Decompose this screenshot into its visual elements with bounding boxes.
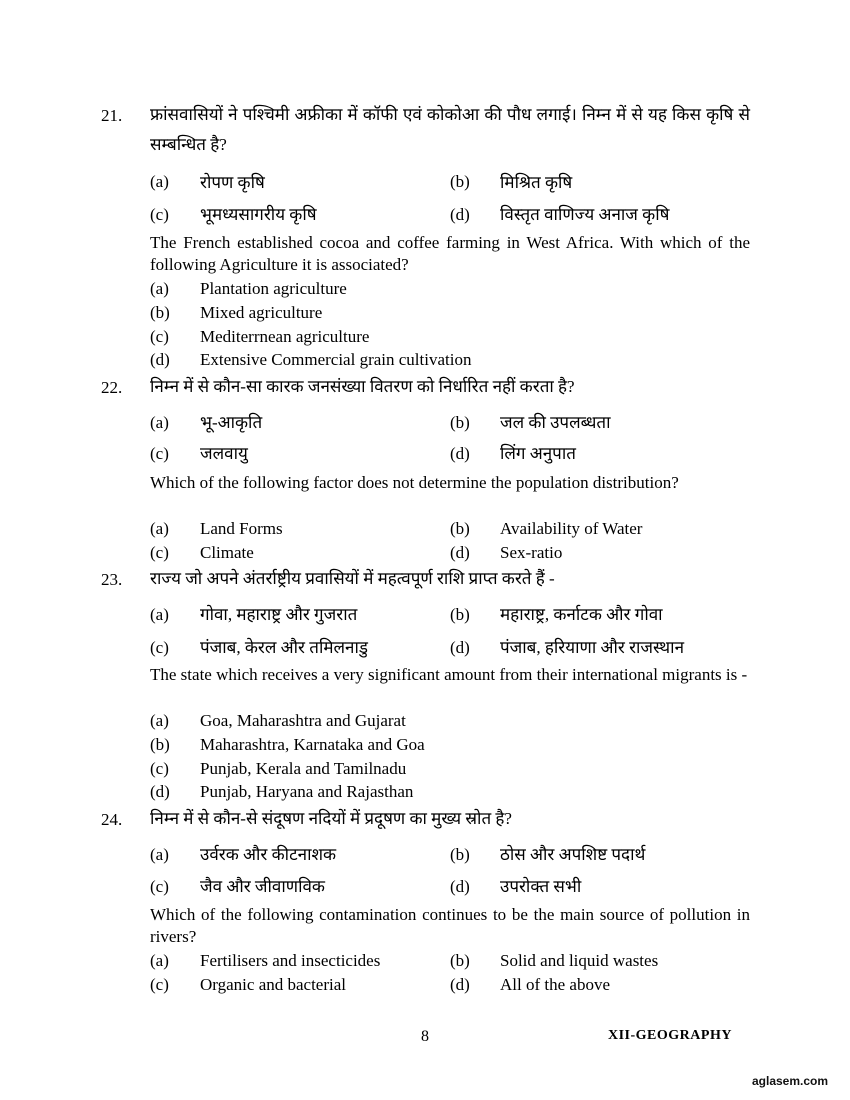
option-hindi-b: (b) (450, 845, 470, 864)
option-english-c: (c) (150, 975, 169, 994)
question-number: 22. (101, 378, 123, 397)
question-text-english: Which of the following factor does not determine the population distribution? (150, 473, 679, 492)
option-hindi-d-text: विस्तृत वाणिज्य अनाज कृषि (500, 205, 670, 224)
option-english-c: (c) (150, 759, 169, 778)
option-english-a: (a) (150, 519, 169, 538)
option-english-d-text: Punjab, Haryana and Rajasthan (200, 782, 414, 801)
option-english-d: (d) (450, 543, 470, 562)
option-hindi-a: (a) (150, 413, 169, 432)
option-english-a: (a) (150, 279, 169, 298)
option-english-b: (b) (450, 519, 470, 538)
option-english-b: (b) (150, 303, 170, 322)
option-hindi-a-text: रोपण कृषि (200, 173, 265, 192)
option-hindi-a: (a) (150, 845, 169, 864)
option-hindi-c-text: जलवायु (200, 444, 248, 463)
option-hindi-b-text: महाराष्ट्र, कर्नाटक और गोवा (500, 605, 663, 624)
option-english-a-text: Plantation agriculture (200, 279, 347, 298)
option-english-b-text: Mixed agriculture (200, 303, 323, 322)
option-hindi-d: (d) (450, 877, 470, 896)
question-text-english: The state which receives a very significant amount from their international migrants is - (150, 665, 748, 684)
option-english-c: (c) (150, 327, 169, 346)
option-english-d: (d) (450, 975, 470, 994)
option-hindi-b: (b) (450, 605, 470, 624)
option-english-b-text: Solid and liquid wastes (500, 951, 659, 970)
option-hindi-c-text: भूमध्यसागरीय कृषि (200, 205, 317, 224)
option-hindi-a-text: भू-आकृति (200, 413, 263, 432)
option-english-a-text: Fertilisers and insecticides (200, 951, 381, 970)
question-text-hindi: निम्न में से कौन-से संदूषण नदियों में प्रदूषण का मुख्य स्रोत है? (150, 809, 512, 828)
option-english-c: (c) (150, 543, 169, 562)
question-text-hindi: फ्रांसवासियों ने पश्चिमी अफ्रीका में कॉफी एवं कोकोआ की पौध लगाई। निम्न में से यह किस कृषि से सम्बन्धित है? (150, 105, 750, 154)
option-hindi-b: (b) (450, 172, 470, 191)
option-english-b-text: Maharashtra, Karnataka and Goa (200, 735, 425, 754)
option-english-c-text: Punjab, Kerala and Tamilnadu (200, 759, 407, 778)
option-english-a: (a) (150, 711, 169, 730)
option-english-d-text: Sex-ratio (500, 543, 563, 562)
option-hindi-b-text: मिश्रित कृषि (500, 173, 573, 192)
option-hindi-d: (d) (450, 638, 470, 657)
option-english-d: (d) (150, 782, 170, 801)
option-hindi-d-text: लिंग अनुपात (500, 444, 576, 463)
option-english-d: (d) (150, 350, 170, 369)
option-hindi-b-text: ठोस और अपशिष्ट पदार्थ (500, 845, 646, 864)
brand-label: aglasem.com (752, 1074, 829, 1088)
option-hindi-d: (d) (450, 444, 470, 463)
option-english-b-text: Availability of Water (500, 519, 643, 538)
option-hindi-a-text: उर्वरक और कीटनाशक (200, 845, 337, 864)
question-text-hindi: राज्य जो अपने अंतर्राष्ट्रीय प्रवासियों में महत्वपूर्ण राशि प्राप्त करते हैं - (150, 569, 555, 588)
option-hindi-c-text: पंजाब, केरल और तमिलनाडु (200, 638, 368, 657)
option-hindi-c: (c) (150, 205, 169, 224)
option-hindi-c: (c) (150, 638, 169, 657)
option-english-c-text: Climate (200, 543, 254, 562)
option-hindi-d: (d) (450, 205, 470, 224)
question-number: 24. (101, 810, 123, 829)
option-hindi-a: (a) (150, 172, 169, 191)
option-english-a: (a) (150, 951, 169, 970)
question-text-english: Which of the following contamination continues to be the main source of pollution in rivers? (150, 905, 750, 946)
page-number: 8 (421, 1028, 429, 1045)
option-hindi-a-text: गोवा, महाराष्ट्र और गुजरात (200, 605, 358, 624)
question-number: 23. (101, 570, 123, 589)
option-hindi-b: (b) (450, 413, 470, 432)
option-hindi-c: (c) (150, 877, 169, 896)
option-hindi-b-text: जल की उपलब्धता (500, 413, 611, 432)
question-text-hindi: निम्न में से कौन-सा कारक जनसंख्या वितरण को निर्धारित नहीं करता है? (150, 377, 575, 396)
option-hindi-a: (a) (150, 605, 169, 624)
option-english-a-text: Goa, Maharashtra and Gujarat (200, 711, 406, 730)
question-text-english: The French established cocoa and coffee farming in West Africa. With which of the following Agriculture it is associated? (150, 233, 750, 274)
option-english-c-text: Mediterrnean agriculture (200, 327, 370, 346)
option-english-d-text: Extensive Commercial grain cultivation (200, 350, 472, 369)
option-hindi-c: (c) (150, 444, 169, 463)
option-english-d-text: All of the above (500, 975, 610, 994)
option-english-a-text: Land Forms (200, 519, 283, 538)
option-english-b: (b) (150, 735, 170, 754)
option-english-c-text: Organic and bacterial (200, 975, 347, 994)
option-english-b: (b) (450, 951, 470, 970)
option-hindi-d-text: पंजाब, हरियाणा और राजस्थान (500, 638, 685, 657)
option-hindi-d-text: उपरोक्त सभी (500, 877, 582, 896)
question-number: 21. (101, 106, 123, 125)
option-hindi-c-text: जैव और जीवाणविक (200, 877, 325, 896)
subject-label: XII-GEOGRAPHY (608, 1028, 732, 1043)
